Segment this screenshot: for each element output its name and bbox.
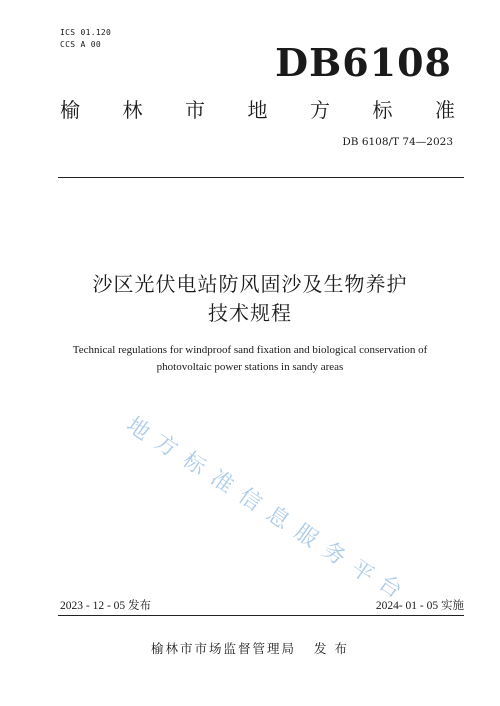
issuer-name: 榆林市市场监督管理局 xyxy=(151,641,297,656)
authority-char: 市 xyxy=(185,98,205,122)
watermark-char: 务 xyxy=(317,537,351,571)
watermark-char: 台 xyxy=(373,570,407,604)
watermark-char: 平 xyxy=(345,555,379,589)
footer-divider xyxy=(58,615,464,616)
chinese-title-line-2: 技术规程 xyxy=(208,301,292,325)
authority-char: 地 xyxy=(247,98,268,122)
issue-action: 发 布 xyxy=(314,641,349,656)
watermark-char: 标 xyxy=(177,447,211,481)
chinese-title-line-1: 沙区光伏电站防风固沙及生物养护 xyxy=(92,272,408,296)
db-code: DB6108 xyxy=(275,40,452,85)
implementation-date: 2024- 01 - 05 实施 xyxy=(375,600,464,612)
header-divider xyxy=(58,177,464,178)
authority-char: 标 xyxy=(372,98,393,122)
watermark-char: 息 xyxy=(261,501,295,535)
watermark-char: 信 xyxy=(233,483,267,517)
english-title-line-1: Technical regulations for windproof sand fixation and biological conservation of xyxy=(72,344,428,356)
watermark xyxy=(121,412,418,604)
watermark-char: 服 xyxy=(289,519,323,553)
authority-char: 榆 xyxy=(60,98,80,122)
watermark-char: 准 xyxy=(205,465,239,499)
watermark-char: 地 xyxy=(121,412,155,446)
ccs-code: CCS A 00 xyxy=(60,40,101,49)
issuing-authority-line xyxy=(60,96,455,124)
watermark-char: 方 xyxy=(149,429,183,463)
standard-number: DB 6108/T 74—2023 xyxy=(342,136,453,148)
authority-char: 林 xyxy=(122,98,143,122)
issuer-line xyxy=(0,640,500,658)
english-title-line-2: photovoltaic power stations in sandy areas xyxy=(156,361,344,373)
authority-char: 准 xyxy=(435,98,455,122)
authority-char: 方 xyxy=(310,98,330,122)
publish-date: 2023 - 12 - 05 发布 xyxy=(60,600,152,612)
ics-code: ICS 01.120 xyxy=(60,28,112,37)
